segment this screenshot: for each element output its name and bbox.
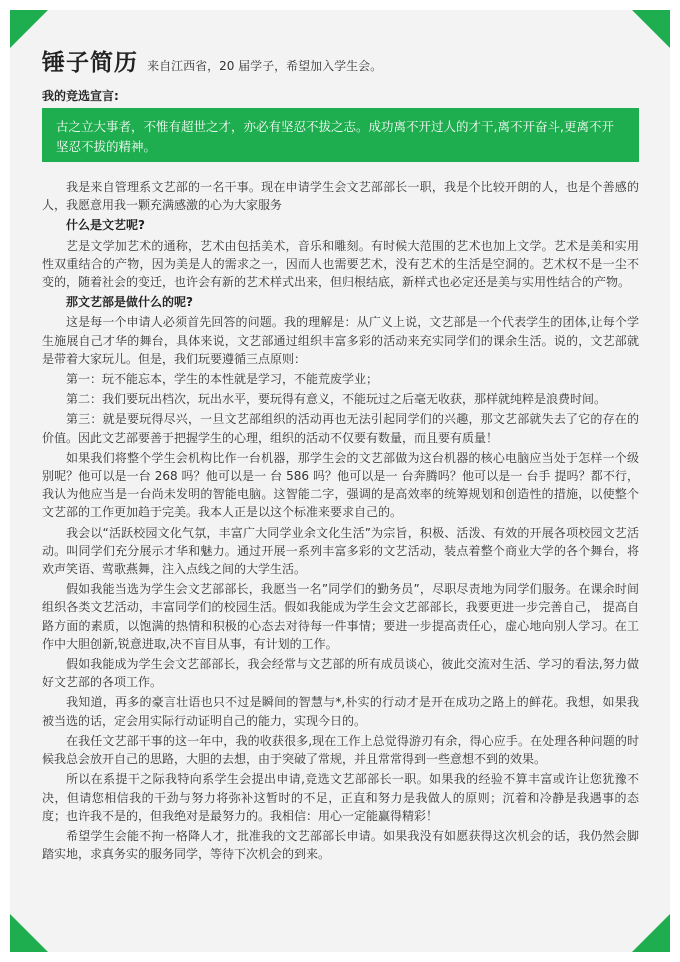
resume-header: [42, 44, 382, 77]
body-paragraph: 假如我能成为学生会文艺部部长，我会经常与文艺部的所有成员谈心，彼此交流对生活、学习的看法,努力做好文艺部的各项工作。: [42, 657, 639, 690]
body-paragraph: 我是来自管理系文艺部的一名干事。现在申请学生会文艺部部长一职，我是个比较开朗的人，也是个善感的人，我愿意用我一颗充满感激的心为大家服务: [42, 180, 639, 213]
corner-decoration-top-right: [632, 10, 670, 48]
body-paragraph: 我知道，再多的豪言壮语也只不过是瞬间的智慧与*,朴实的行动才是开在成功之路上的鲜花。我想，如果我被当选的话，定会用实际行动证明自己的能力，实现今日的。: [42, 695, 639, 728]
body-paragraph: 希望学生会能不拘一格降人才，批准我的文艺部部长申请。如果我没有如愿获得这次机会的话，我仍然会脚踏实地，求真务实的服务同学，等待下次机会的到来。: [42, 828, 639, 862]
body-paragraph: 第一：玩不能忘本，学生的本性就是学习，不能荒废学业；: [66, 372, 379, 387]
declaration-banner: [42, 108, 639, 162]
corner-decoration-bottom-left: [10, 914, 48, 952]
body-paragraph: 这是每一个申请人必须首先回答的问题。我的理解是：从广义上说，文艺部是一个代表学生的团体,让每个学生施展自己才华的舞台，具体来说，文艺部通过组织丰富多彩的活动来充实同学们的课余生活。说的，文艺部就是带着大家玩儿。但是，我们玩要遵循三点原则：: [42, 315, 639, 366]
resume-subtitle: 来自江西省，20 届学子，希望加入学生会。: [147, 59, 383, 73]
corner-decoration-top-left: [10, 10, 48, 48]
body-paragraph: 在我任文艺部干事的这一年中，我的收获很多,现在工作上总觉得游刃有余，得心应手。在处理各种问题的时候我总会放开自己的思路，大胆的去想，由于突破了常规，并且常常得到一些意想不到的效果。: [42, 733, 639, 767]
body-paragraph: 第三：就是要玩得尽兴，一旦文艺部组织的活动再也无法引起同学们的兴趣，那文艺部就失去了它的存在的价值。因此文艺部要善于把握学生的心理，组织的活动不仅要有数量，而且要有质量！: [42, 412, 639, 445]
body-paragraph: 假如我能当选为学生会文艺部部长，我愿当一名”同学们的勤务员”，尽职尽责地为同学们服务。在课余时间组织各类文艺活动，丰富同学们的校园生活。假如我能成为学生会文艺部部长，我要更进一步完善自己， 提高自路方面的素质，以饱满的热情和积极的心态去对待每一件事情；要进一步提高责任心，虚心地向别人学习。在工作中大胆创新,锐意进取,决不盲目从事，有计划的工作。: [42, 582, 639, 651]
body-paragraph: 我会以“活跃校园文化气氛，丰富广大同学业余文化生活”为宗旨，积极、活泼、有效的开展各项校园文艺活动。叫同学们充分展示才华和魅力。通过开展一系列丰富多彩的文艺活动，装点着整个商业大学的各个舞台，将欢声笑语、莺歌燕舞，注入点线之间的大学生活。: [42, 525, 639, 577]
declaration-label: 我的竞选宣言:: [42, 89, 119, 103]
declaration-text: 古之立大事者，不惟有超世之才，亦必有坚忍不拔之志。成功离不开过人的才干,离不开奋斗,更离不开坚忍不拔的精神。: [56, 119, 614, 154]
body-paragraph: 第二：我们要玩出档次，玩出水平，要玩得有意义，不能玩过之后毫无收获，那样就纯粹是浪费时间。: [66, 392, 607, 407]
body-paragraph: 艺是文学加艺术的通称，艺术由包括美术，音乐和雕刻。有时候大范围的艺术也加上文学。艺术是美和实用性双重结合的产物，因为美是人的需求之一，因而人也需要艺术，没有艺术的生活是空洞的。艺术权不是一尘不变的，随着社会的变迁，也许会有新的艺术样式出来，但归根结底，新样式也必定还是美与实用性结合的产物。: [42, 238, 639, 290]
body-paragraph: 如果我们将整个学生会机构比作一台机器，那学生会的文艺部做为这台机器的核心电脑应当处于怎样一个级别呢？他可以是一台 268 吗？他可以是一 台 586 吗？他可以是一 台奔腾吗？他可以是一 台手 提吗？都不行，我认为他应当是一台尚未发明的智能电脑。这智能二字，强调的是高效率的统筹规划和创造性的措施，以使整个文艺部的工作更加趋于完美。我本人正是以这个标准来要求自己的。: [42, 450, 639, 520]
corner-decoration-bottom-right: [632, 914, 670, 952]
application-letter-body: [42, 178, 639, 865]
section-heading: 那文艺部是做什么的呢?: [66, 295, 193, 310]
body-paragraph: 所以在系提干之际我特向系学生会提出申请,竞选文艺部部长一职。如果我的经验不算丰富或许让您犹豫不决，但请您相信我的干劲与努力将弥补这暂时的不足，正直和努力是我做人的原则；沉着和冷静是我遇事的态度；也许我不是的，但我绝对是最努力的。我相信：用心一定能赢得精彩！: [42, 772, 639, 823]
resume-title: 锤子简历: [42, 50, 138, 76]
section-heading: 什么是文艺呢?: [66, 218, 145, 233]
